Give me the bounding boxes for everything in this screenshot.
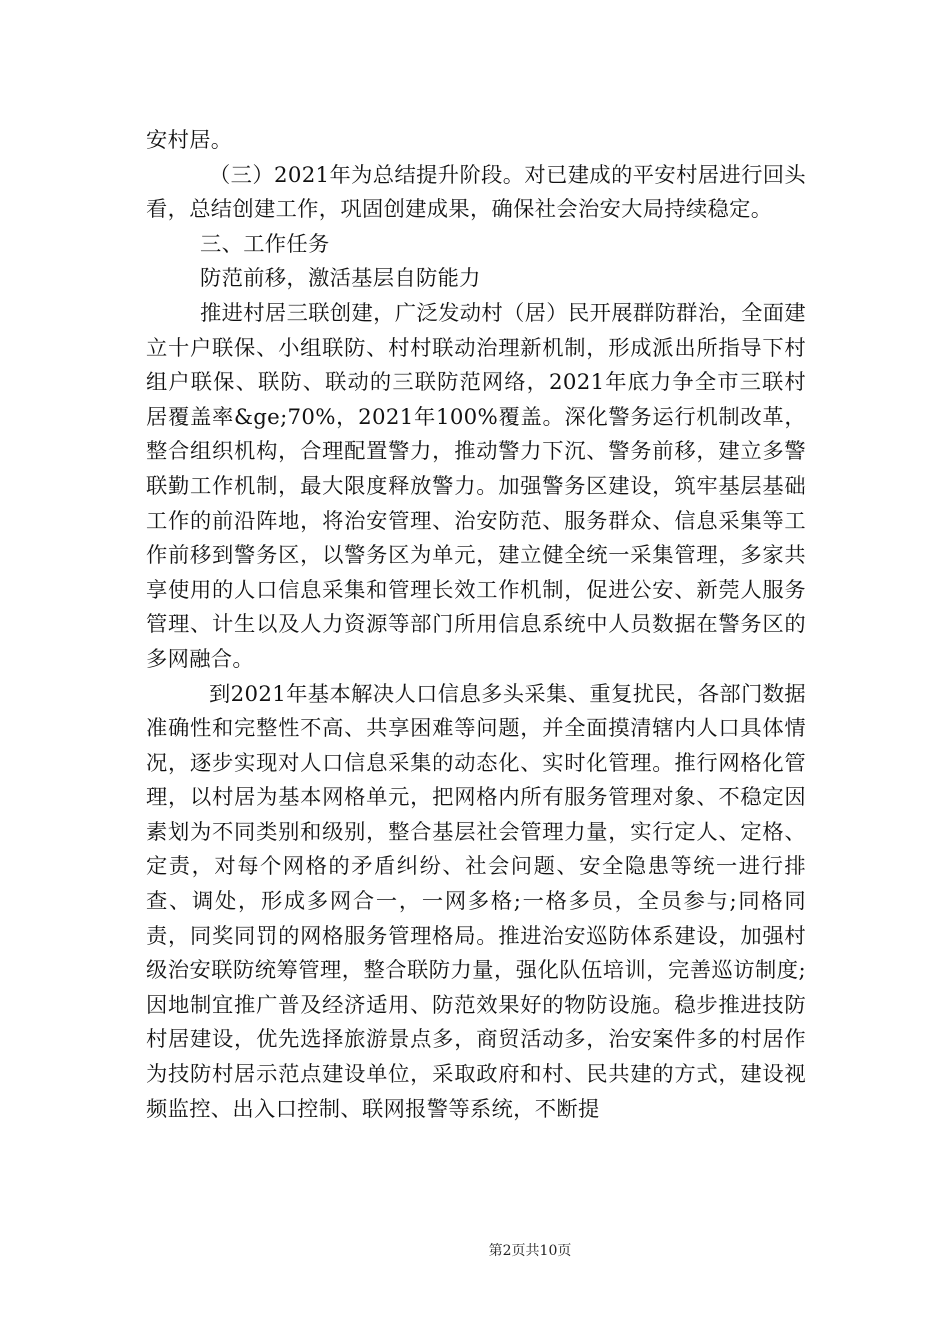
document-body [146,124,806,1127]
paragraph-population-info: 到2021年基本解决人口信息多头采集、重复扰民，各部门数据准确性和完整性不高、共享困难等问题，并全面摸清辖内人口具体情况，逐步实现对人口信息采集的动态化、实时化管理。推行网格化管理，以村居为基本网格单元，把网格内所有服务管理对象、不稳定因素划为不同类别和级别，整合基层社会管理力量，实行定人、定格、定责，对每个网格的矛盾纠纷、社会问题、安全隐患等统一进行排查、调处，形成多网合一，一网多格;一格多员，全员参与;同格同责，同奖同罚的网格服务管理格局。推进治安巡防体系建设，加强村级治安联防统筹管理，整合联防力量，强化队伍培训，完善巡访制度;因地制宜推广普及经济适用、防范效果好的物防设施。稳步推进技防村居建设，优先选择旅游景点多，商贸活动多，治安案件多的村居作为技防村居示范点建设单位，采取政府和村、民共建的方式，建设视频监控、出入口控制、联网报警等系统，不断提 [146,681,806,1122]
page-footer: 第2页共10页 [488,1243,572,1259]
paragraph-stage-three: （三）2021年为总结提升阶段。对已建成的平安村居进行回头看，总结创建工作，巩固创建成果，确保社会治安大局持续稳定。 [146,162,806,223]
subheading-prevention: 防范前移，激活基层自防能力 [200,266,481,292]
paragraph-three-joint: 推进村居三联创建，广泛发动村（居）民开展群防群治，全面建立十户联保、小组联防、村村联动治理新机制，形成派出所指导下村组户联保、联防、联动的三联防范网络，2021年底力争全市三联村居覆盖率&ge;70%，2021年100%覆盖。深化警务运行机制改革，整合组织机构，合理配置警力，推动警力下沉、警务前移，建立多警联勤工作机制，最大限度释放警力。加强警务区建设，筑牢基层基础工作的前沿阵地，将治安管理、治安防范、服务群众、信息采集等工作前移到警务区，以警务区为单元，建立健全统一采集管理，多家共享使用的人口信息采集和管理长效工作机制，促进公安、新莞人服务管理、计生以及人力资源等部门所用信息系统中人员数据在警务区的多网融合。 [146,300,806,672]
section-heading-tasks: 三、工作任务 [200,231,330,257]
paragraph-continuation: 安村居。 [146,128,233,153]
